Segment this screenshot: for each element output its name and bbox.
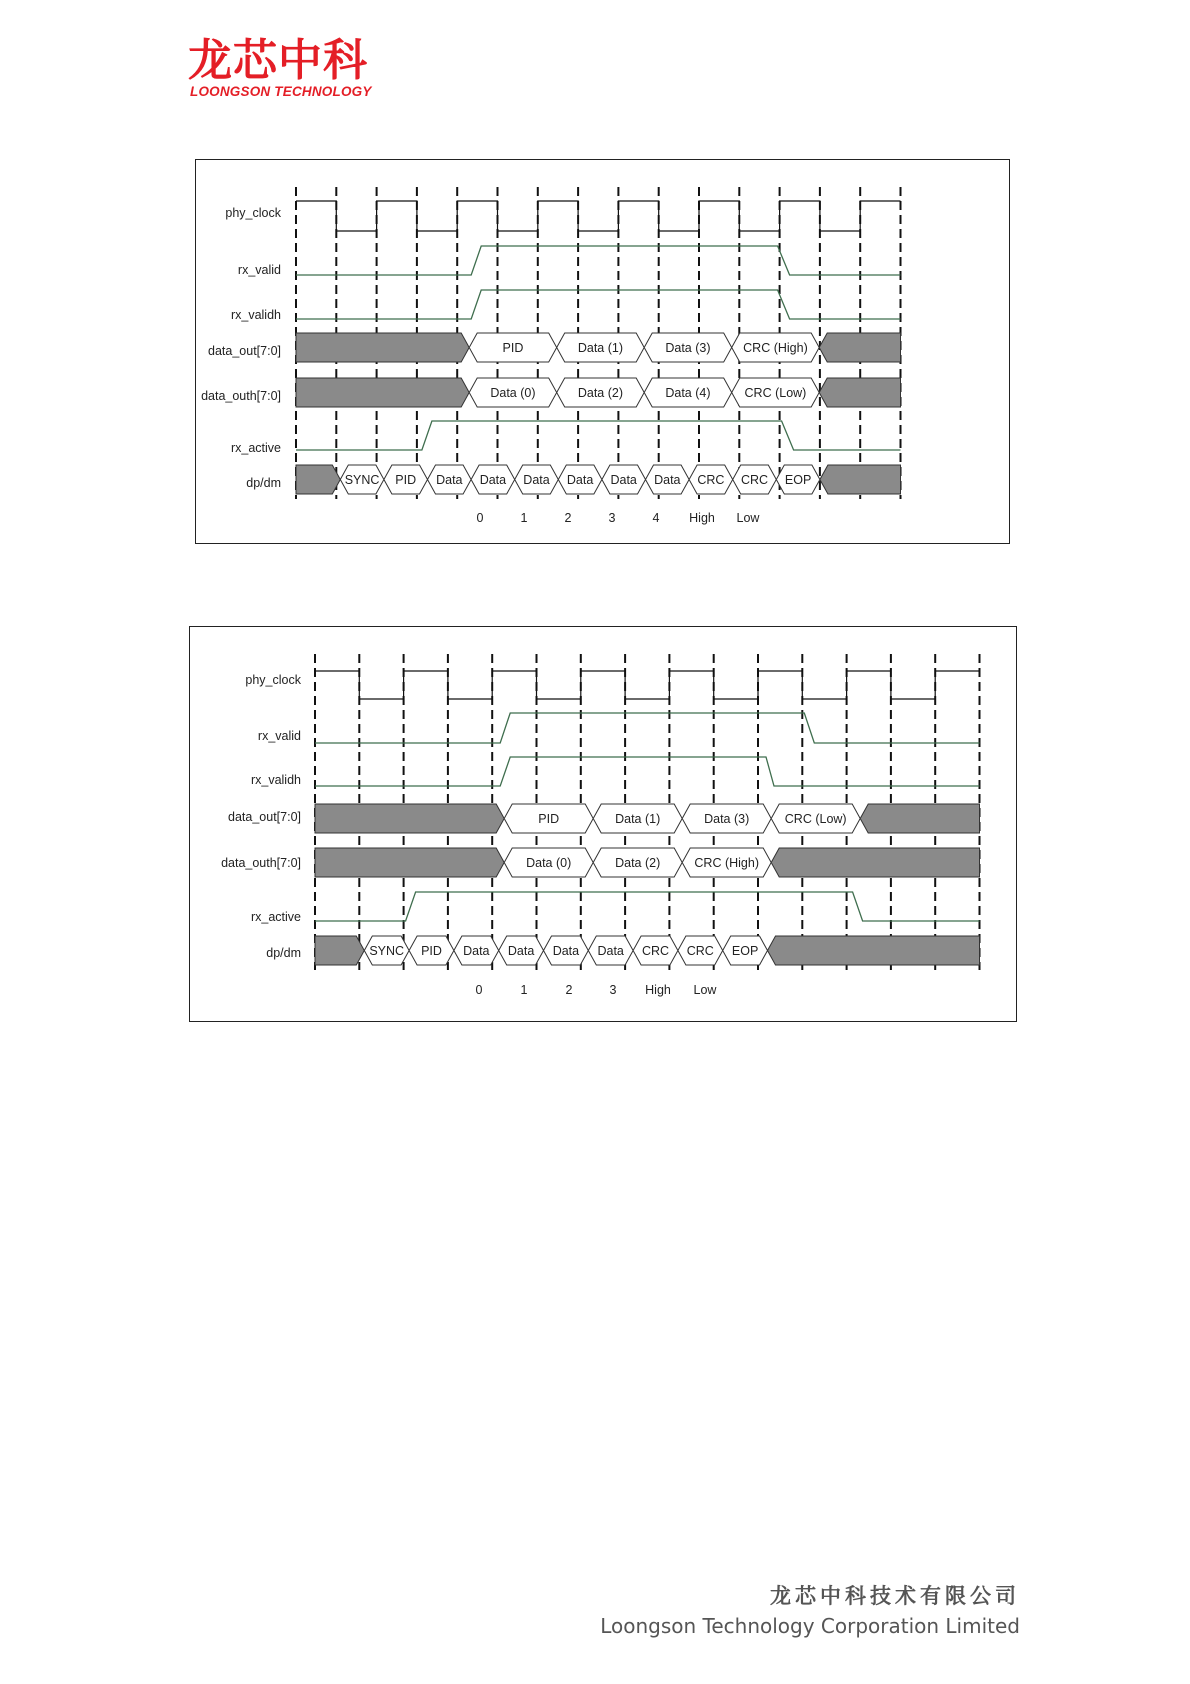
data-outh-bus-label: Data (2): [577, 386, 624, 400]
dpdm-bus-idle-start: [296, 465, 340, 494]
dpdm-bus-idle-end: [768, 936, 980, 965]
byte-index-label: Low: [736, 511, 760, 525]
phy-clock-waveform: [296, 201, 901, 231]
signal-label-0: phy_clock: [245, 673, 301, 687]
footer-company-cn: 龙芯中科技术有限公司: [770, 1584, 1020, 1608]
data-out-bus-label: PID: [538, 812, 560, 826]
data-out-bus-label: Data (3): [665, 341, 711, 355]
dpdm-bus-idle-start: [315, 936, 364, 965]
timing-diagram-2: [189, 626, 1017, 1022]
dpdm-bus-label: PID: [421, 944, 442, 958]
byte-index-label: 4: [652, 511, 660, 525]
signal-label-6: dp/dm: [266, 946, 301, 960]
dpdm-bus-label: PID: [395, 473, 417, 487]
byte-index-label: 0: [475, 983, 483, 997]
logo-english-text: LOONGSON TECHNOLOGY: [190, 84, 372, 99]
data-out-bus-label: Data (3): [704, 812, 750, 826]
data-outh-bus-label: Data (4): [665, 386, 711, 400]
signal-label-2: rx_validh: [250, 773, 301, 787]
data-outh-bus-idle-start: [315, 848, 504, 877]
logo-chinese-text: 龙芯中科: [188, 35, 368, 86]
data-out-bus-label: Data (1): [577, 341, 624, 355]
signal-label-3: data_out[7:0]: [228, 810, 301, 824]
rx-validh-waveform: [296, 290, 901, 319]
dpdm-bus-label: CRC: [686, 944, 714, 958]
data-outh-bus-label: CRC (High): [694, 856, 759, 870]
data-outh-bus-idle-start: [296, 378, 469, 407]
dpdm-bus-idle-end: [820, 465, 901, 494]
timing-diagram-1: [195, 159, 1010, 544]
data-out-bus-idle-start: [296, 333, 469, 362]
byte-index-label: High: [645, 983, 671, 997]
byte-index-label: 1: [520, 511, 528, 525]
rx-valid-waveform: [296, 246, 901, 275]
data-out-bus-idle-end: [860, 804, 979, 833]
dpdm-bus-label: Data: [566, 473, 594, 487]
byte-index-label: 2: [564, 511, 572, 525]
dpdm-bus-label: EOP: [784, 473, 812, 487]
rx-active-waveform: [296, 421, 901, 450]
dpdm-bus-label: CRC: [641, 944, 670, 958]
phy-clock-waveform: [315, 671, 980, 699]
dpdm-bus-label: Data: [552, 944, 580, 958]
rx-active-waveform: [315, 892, 980, 921]
signal-label-5: rx_active: [250, 910, 301, 924]
data-out-bus-label: Data (1): [615, 812, 661, 826]
rx-validh-waveform: [315, 757, 980, 786]
data-out-bus-label: PID: [502, 341, 524, 355]
data-outh-bus-label: Data (0): [526, 856, 572, 870]
dpdm-bus-label: CRC: [740, 473, 769, 487]
data-out-bus-idle-start: [315, 804, 504, 833]
rx-valid-waveform: [315, 713, 980, 743]
byte-index-label: 2: [565, 983, 573, 997]
byte-index-label: Low: [693, 983, 717, 997]
signal-label-5: rx_active: [230, 441, 281, 455]
dpdm-bus-label: Data: [463, 944, 490, 958]
signal-label-1: rx_valid: [237, 263, 281, 277]
dpdm-bus-label: Data: [479, 473, 507, 487]
dpdm-bus-label: Data: [597, 944, 624, 958]
data-outh-bus-idle-end: [771, 848, 979, 877]
dpdm-bus-label: Data: [436, 473, 463, 487]
byte-index-label: 0: [476, 511, 484, 525]
byte-index-label: 1: [520, 983, 528, 997]
dpdm-bus-label: EOP: [731, 944, 759, 958]
data-outh-bus-label: Data (2): [615, 856, 661, 870]
dpdm-bus-label: CRC: [697, 473, 725, 487]
dpdm-bus-label: SYNC: [344, 473, 380, 487]
dpdm-bus-label: Data: [654, 473, 681, 487]
loongson-logo: [188, 35, 408, 100]
signal-label-4: data_outh[7:0]: [221, 856, 301, 870]
data-outh-bus-idle-end: [819, 378, 900, 407]
dpdm-bus-label: Data: [523, 473, 550, 487]
byte-index-label: 3: [608, 511, 616, 525]
data-out-bus-label: CRC (Low): [784, 812, 847, 826]
signal-label-0: phy_clock: [225, 206, 281, 220]
footer-company-en: Loongson Technology Corporation Limited: [600, 1614, 1020, 1638]
signal-label-4: data_outh[7:0]: [201, 389, 281, 403]
data-outh-bus-label: CRC (Low): [744, 386, 807, 400]
data-out-bus-idle-end: [819, 333, 900, 362]
dpdm-bus-label: Data: [610, 473, 637, 487]
signal-label-3: data_out[7:0]: [208, 344, 281, 358]
signal-label-2: rx_validh: [230, 308, 281, 322]
dpdm-bus-label: SYNC: [369, 944, 405, 958]
data-outh-bus-label: Data (0): [490, 386, 536, 400]
dpdm-bus-label: Data: [507, 944, 535, 958]
signal-label-1: rx_valid: [257, 729, 301, 743]
byte-index-label: 3: [609, 983, 617, 997]
signal-label-6: dp/dm: [246, 476, 281, 490]
data-out-bus-label: CRC (High): [743, 341, 808, 355]
byte-index-label: High: [689, 511, 715, 525]
